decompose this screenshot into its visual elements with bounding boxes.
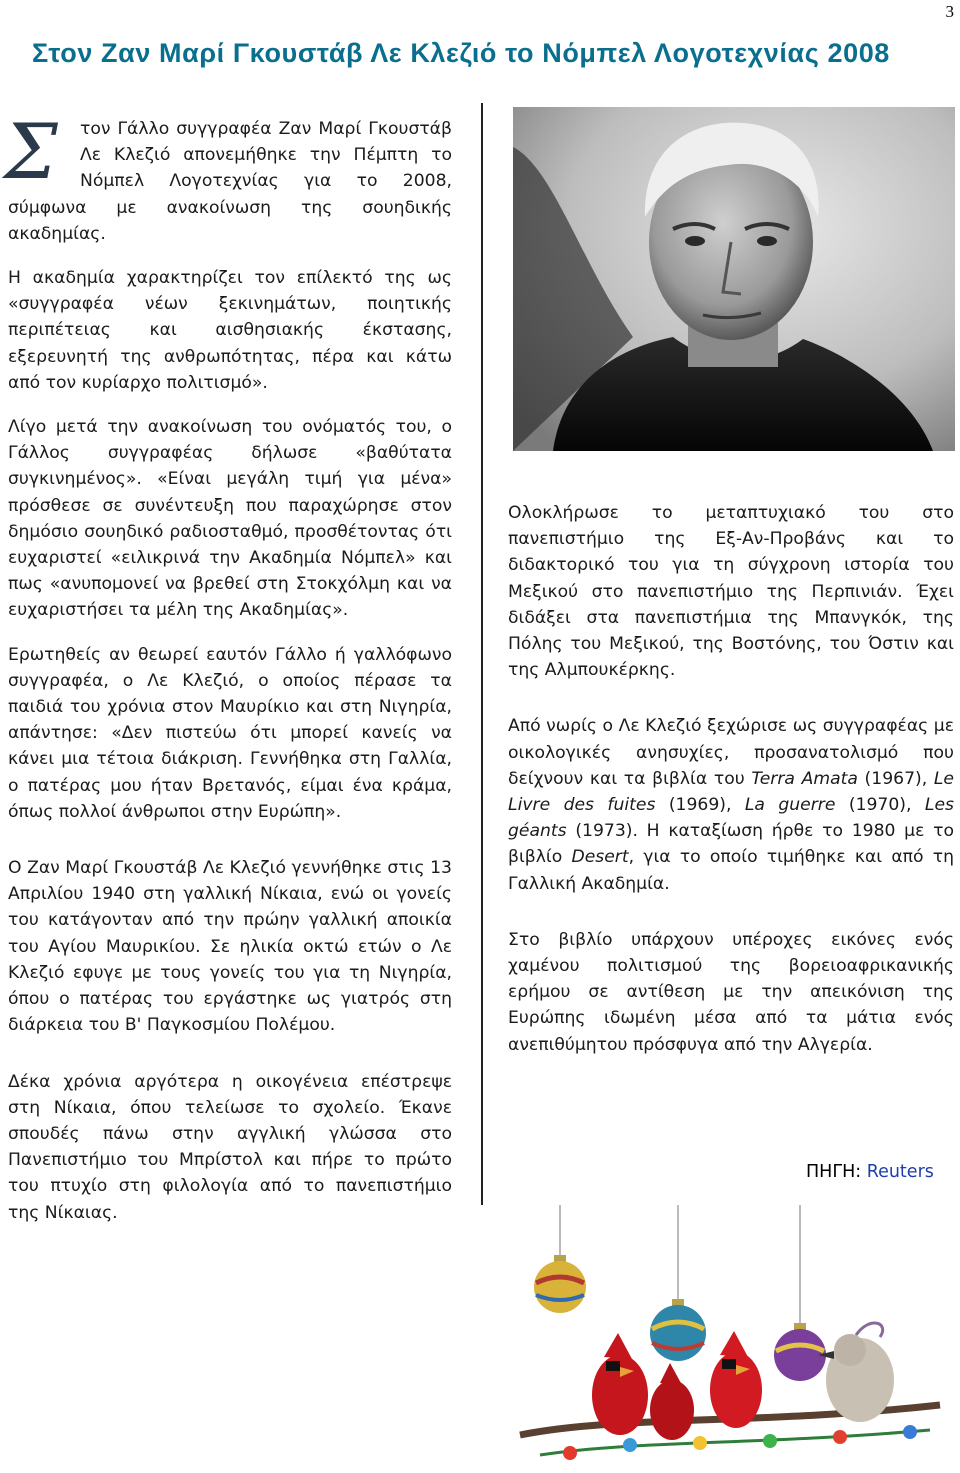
light-string [540, 1430, 930, 1455]
cardinal-bird-icon [592, 1333, 648, 1435]
paragraph-birth: Ο Ζαν Μαρί Γκουστάβ Λε Κλεζιό γεννήθηκε στις 13 Απριλίου 1940 στη γαλλική Νίκαια, ενώ οι γονείς του κατάγονταν από την πρώην γαλλική αποικία του Αγίου Μαυρικίου. Σε ηλικία οκτώ ετών ο Λε Κλεζιό εφυγε με τους γονείς του για τη Νιγηρία, όπου ο πατέρας του εργάστηκε ως γιατρός στη διάρκεια του Β' Παγκοσμίου Πολέμου. [8, 858, 452, 1036]
grey-bird-icon [818, 1323, 894, 1422]
works-text-e: (1973). Η καταξίωση ήρθε το 1980 με το βιβλίο [508, 821, 954, 868]
cardinals-christmas-illustration [500, 1205, 960, 1473]
portrait-image [513, 107, 955, 451]
paragraph-career: Ολοκλήρωσε το μεταπτυχιακό του στο πανεπιστήμιο της Εξ-Αν-Προβάνς και το διδακτορικό του για τη σύγχρονη ιστορία του Μεξικού στο πανεπιστήμιο της Περπινιάν. Έχει διδάξει στα πανεπιστήμια της Μπανγκόκ, της Πόλης του Μεξικού, της Βοστόνης, του Όστιν και της Αλμπουκέρκης. [508, 503, 954, 681]
source-name: Reuters [866, 1162, 934, 1182]
light-bulb-icon [693, 1436, 707, 1450]
works-text-c: (1969), [655, 795, 745, 816]
light-bulb-icon [623, 1438, 637, 1452]
works-text-f: , για το οποίο τιμήθηκε και από τη Γαλλική Ακαδημία. [508, 847, 954, 894]
book-title-la-guerre: La guerre [744, 795, 836, 816]
works-text-d: (1970), [835, 795, 925, 816]
article-headline: Στον Ζαν Μαρί Γκουστάβ Λε Κλεζιό το Νόμπελ Λογοτεχνίας 2008 [32, 38, 890, 68]
works-text-a: Από νωρίς ο Λε Κλεζιό ξεχώρισε ως συγγραφέας με οικολογικές ανησυχίες, προσανατολισμό που δείχνουν και τα βιβλία του [508, 716, 954, 789]
light-bulb-icon [763, 1434, 777, 1448]
paragraph-identity: Ερωτηθείς αν θεωρεί εαυτόν Γάλλο ή γαλλόφωνο συγγραφέα, ο Λε Κλεζιό, ο οποίος πέρασε τα παιδιά του χρόνια στον Μαυρίκιο και στη Νιγηρία, απάντησε: «Δεν πιστεύω ότι μπορεί κανείς να κάνει μια τέτοια διάκριση. Γεννήθηκα στη Γαλλία, ο πατέρας μου ήταν Βρετανός, είμαι ένα κράμα, όπως πολλοί άνθρωποι στην Ευρώπη». [8, 644, 452, 822]
source-credit [806, 1162, 934, 1182]
author-portrait-photo [513, 107, 955, 451]
intro-paragraph-wrap [4, 107, 452, 247]
source-label: ΠΗΓΗ: [806, 1162, 862, 1182]
book-title-terra-amata: Terra Amata [751, 768, 858, 789]
book-title-le-livre-des-fuites: Le Livre des fuites [508, 768, 954, 816]
book-title-desert: Desert [571, 847, 629, 868]
cardinal-bird-icon [650, 1363, 694, 1440]
paragraph-works [508, 713, 954, 896]
paragraph-desert-book: Στο βιβλίο υπάρχουν υπέροχες εικόνες ενός χαμένου πολιτισμού της βορειοαφρικανικής ερήμου σε αντίθεση με την απεικόνιση της Ευρώπης ιδωμένη μέσα από τα μάτια ενός ανεπιθύμητου πρόσφυγα από την Αλγερία. [508, 929, 954, 1055]
column-divider [481, 103, 483, 1205]
ornament-ball-icon [774, 1323, 826, 1381]
paragraph-intro: τον Γάλλο συγγραφέα Ζαν Μαρί Γκουστάβ Λε Κλεζιό απονεμήθηκε την Πέμπτη το Νόμπελ Λογοτεχνίας για το 2008, σύμφωνα με ανακοίνωση της σουηδικής ακαδημίας. [8, 119, 452, 244]
light-bulb-icon [903, 1425, 917, 1439]
drop-cap: Σ [4, 107, 58, 196]
book-title-les-geants: Les géants [508, 795, 954, 842]
left-column [4, 107, 452, 1226]
paragraph-studies: Δέκα χρόνια αργότερα η οικογένεια επέστρεψε στη Νίκαια, όπου τελείωσε το σχολείο. Έκανε σπουδές πάνω στην αγγλική γλώσσα στο Πανεπιστήμιο του Μπρίστολ και πήρε το πρώτο του πτυχίο στη φιλολογία από το πανεπιστήμιο της Νίκαιας. [8, 1071, 452, 1223]
cardinal-bird-icon [710, 1331, 762, 1428]
light-bulb-icon [833, 1430, 847, 1444]
works-text-b: (1967), [857, 768, 934, 789]
paragraph-reaction: Λίγο μετά την ανακοίνωση του ονόματός του, ο Γάλλος συγγραφέας δήλωσε «βαθύτατα συγκινημένος». «Είναι μεγάλη τιμή για μένα» πρόσθεσε σε συνέντευξη που παραχώρησε στον δημόσιο σουηδικό ραδιοσταθμό, προσθέτοντας ότι ευχαριστεί «ειλικρινά την Ακαδημία Νόμπελ» και πως «ανυπομονεί να βρεθεί στη Στοκχόλμη και να ευχαριστήσει τα μέλη της Ακαδημίας». [8, 417, 452, 621]
ornament-ball-icon [650, 1299, 706, 1361]
page-number: 3 [945, 2, 954, 21]
ornament-ball-icon [534, 1255, 586, 1313]
light-bulb-icon [563, 1446, 577, 1460]
paragraph-academy-quote: Η ακαδημία χαρακτηρίζει τον επίλεκτό της ως «συγγραφέα νέων ξεκινημάτων, ποιητικής περιπέτειας και αισθησιακής έκστασης, εξερευνητή της ανθρωπότητας, πέρα και κάτω από τον κυρίαρχο πολιτισμό». [8, 268, 452, 393]
right-column [508, 500, 954, 1058]
